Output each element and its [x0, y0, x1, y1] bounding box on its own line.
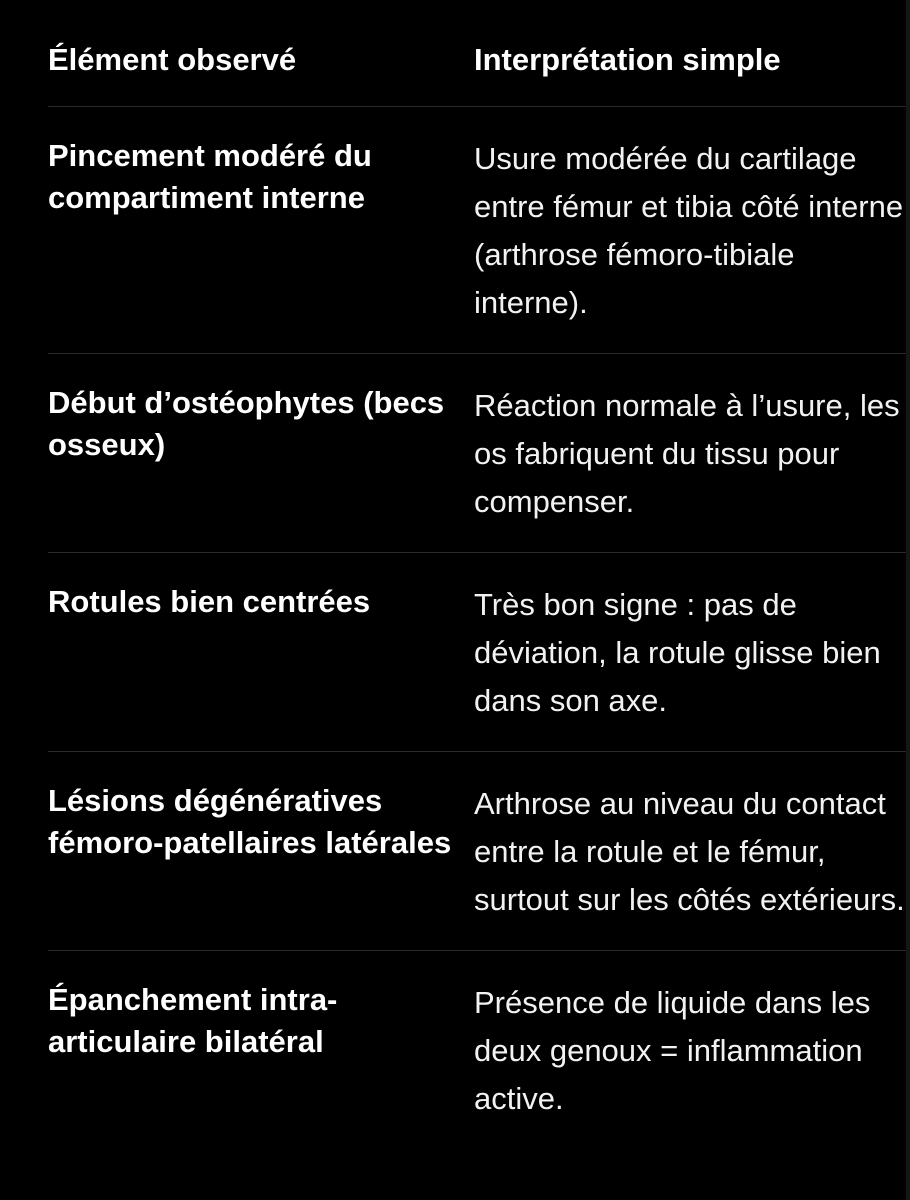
row-element: Épanchement intra-articulaire bilatéral: [48, 982, 338, 1059]
table-header-row: [48, 20, 906, 107]
table-row: [48, 951, 906, 1150]
table-row: [48, 752, 906, 951]
scroll-edge: [906, 0, 910, 1200]
row-element: Lésions dégénératives fémoro-patellaires latérales: [48, 752, 474, 951]
table-row: [48, 107, 906, 354]
header-element: Élément observé: [48, 20, 474, 107]
table-row: [48, 553, 906, 752]
row-interpretation: Présence de liquide dans les deux genoux = inflammation active.: [474, 985, 871, 1116]
interpretation-table: [48, 20, 906, 1149]
header-interpretation: Interprétation simple: [474, 20, 906, 107]
row-interpretation: Usure modérée du cartilage entre fémur et tibia côté interne (arthrose fémoro-tibiale interne).: [474, 107, 906, 354]
row-interpretation: Réaction normale à l’usure, les os fabriquent du tissu pour compenser.: [474, 354, 906, 553]
row-interpretation: Arthrose au niveau du contact entre la rotule et le fémur, surtout sur les côtés extérieurs.: [474, 752, 906, 951]
row-interpretation: Très bon signe : pas de déviation, la rotule glisse bien dans son axe.: [474, 553, 906, 752]
row-element: Pincement modéré du compartiment interne: [48, 107, 474, 354]
table-row: [48, 354, 906, 553]
row-element: Rotules bien centrées: [48, 553, 474, 752]
row-element: Début d’ostéophytes (becs osseux): [48, 354, 474, 553]
